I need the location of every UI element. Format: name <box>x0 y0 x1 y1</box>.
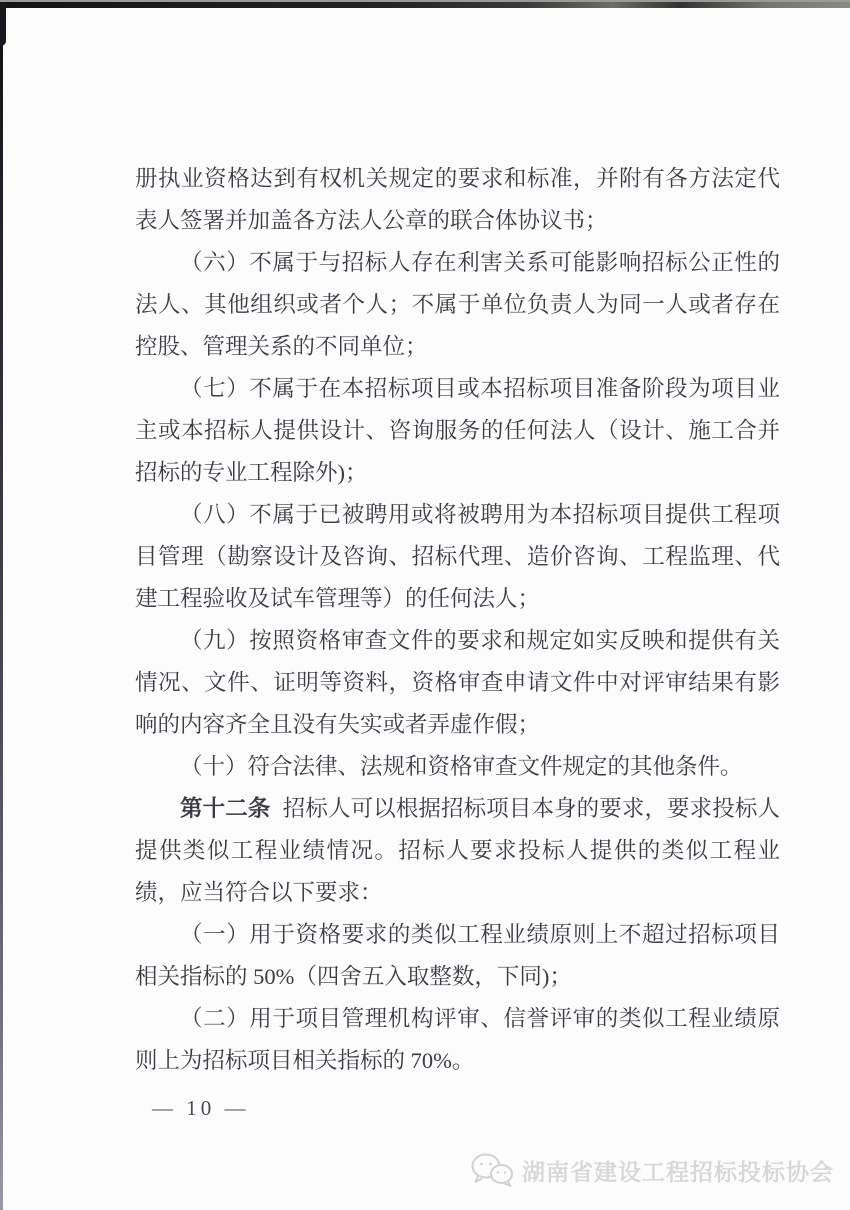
article-12-term: 第十二条 <box>180 796 271 821</box>
article-12-item-2: （二）用于项目管理机构评审、信誉评审的类似工程业绩原则上为招标项目相关指标的 70%。 <box>135 1006 780 1073</box>
wechat-icon <box>469 1152 515 1188</box>
footer-watermark-text: 湖南省建设工程招标投标协会 <box>522 1159 834 1185</box>
scan-artifact-corner <box>0 2 6 46</box>
document-body <box>135 158 780 1082</box>
clause-item-6: （六）不属于与招标人存在利害关系可能影响招标公正性的法人、其他组织或者个人；不属于单位负责人为同一人或者存在控股、管理关系的不同单位； <box>135 250 780 359</box>
clause-item-8: （八）不属于已被聘用或将被聘用为本招标项目提供工程项目管理（勘察设计及咨询、招标代理、造价咨询、工程监理、代建工程验收及试车管理等）的任何法人； <box>135 502 780 611</box>
scan-artifact-left-edge <box>0 4 3 1210</box>
clause-item-10: （十）符合法律、法规和资格审查文件规定的其他条件。 <box>180 754 743 779</box>
article-12-text: 招标人可以根据招标项目本身的要求，要求投标人提供类似工程业绩情况。招标人要求投标人提供的类似工程业绩，应当符合以下要求： <box>135 796 780 905</box>
clause-item-9: （九）按照资格审查文件的要求和规定如实反映和提供有关情况、文件、证明等资料，资格审查申请文件中对评审结果有影响的内容齐全且没有失实或者弄虚作假； <box>135 628 780 737</box>
scan-artifact-top-edge <box>0 0 850 8</box>
page-number: — 10 — <box>152 1096 250 1120</box>
clause-item-7: （七）不属于在本招标项目或本招标项目准备阶段为项目业主或本招标人提供设计、咨询服务的任何法人（设计、施工合并招标的专业工程除外)； <box>135 376 780 485</box>
article-12-item-1: （一）用于资格要求的类似工程业绩原则上不超过招标项目相关指标的 50%（四舍五入取整数，下同)； <box>135 922 780 989</box>
article-12 <box>135 788 780 914</box>
clause-continuation: 册执业资格达到有权机关规定的要求和标准，并附有各方法定代表人签署并加盖各方法人公章的联合体协议书； <box>135 166 780 233</box>
footer-watermark <box>469 1152 834 1188</box>
